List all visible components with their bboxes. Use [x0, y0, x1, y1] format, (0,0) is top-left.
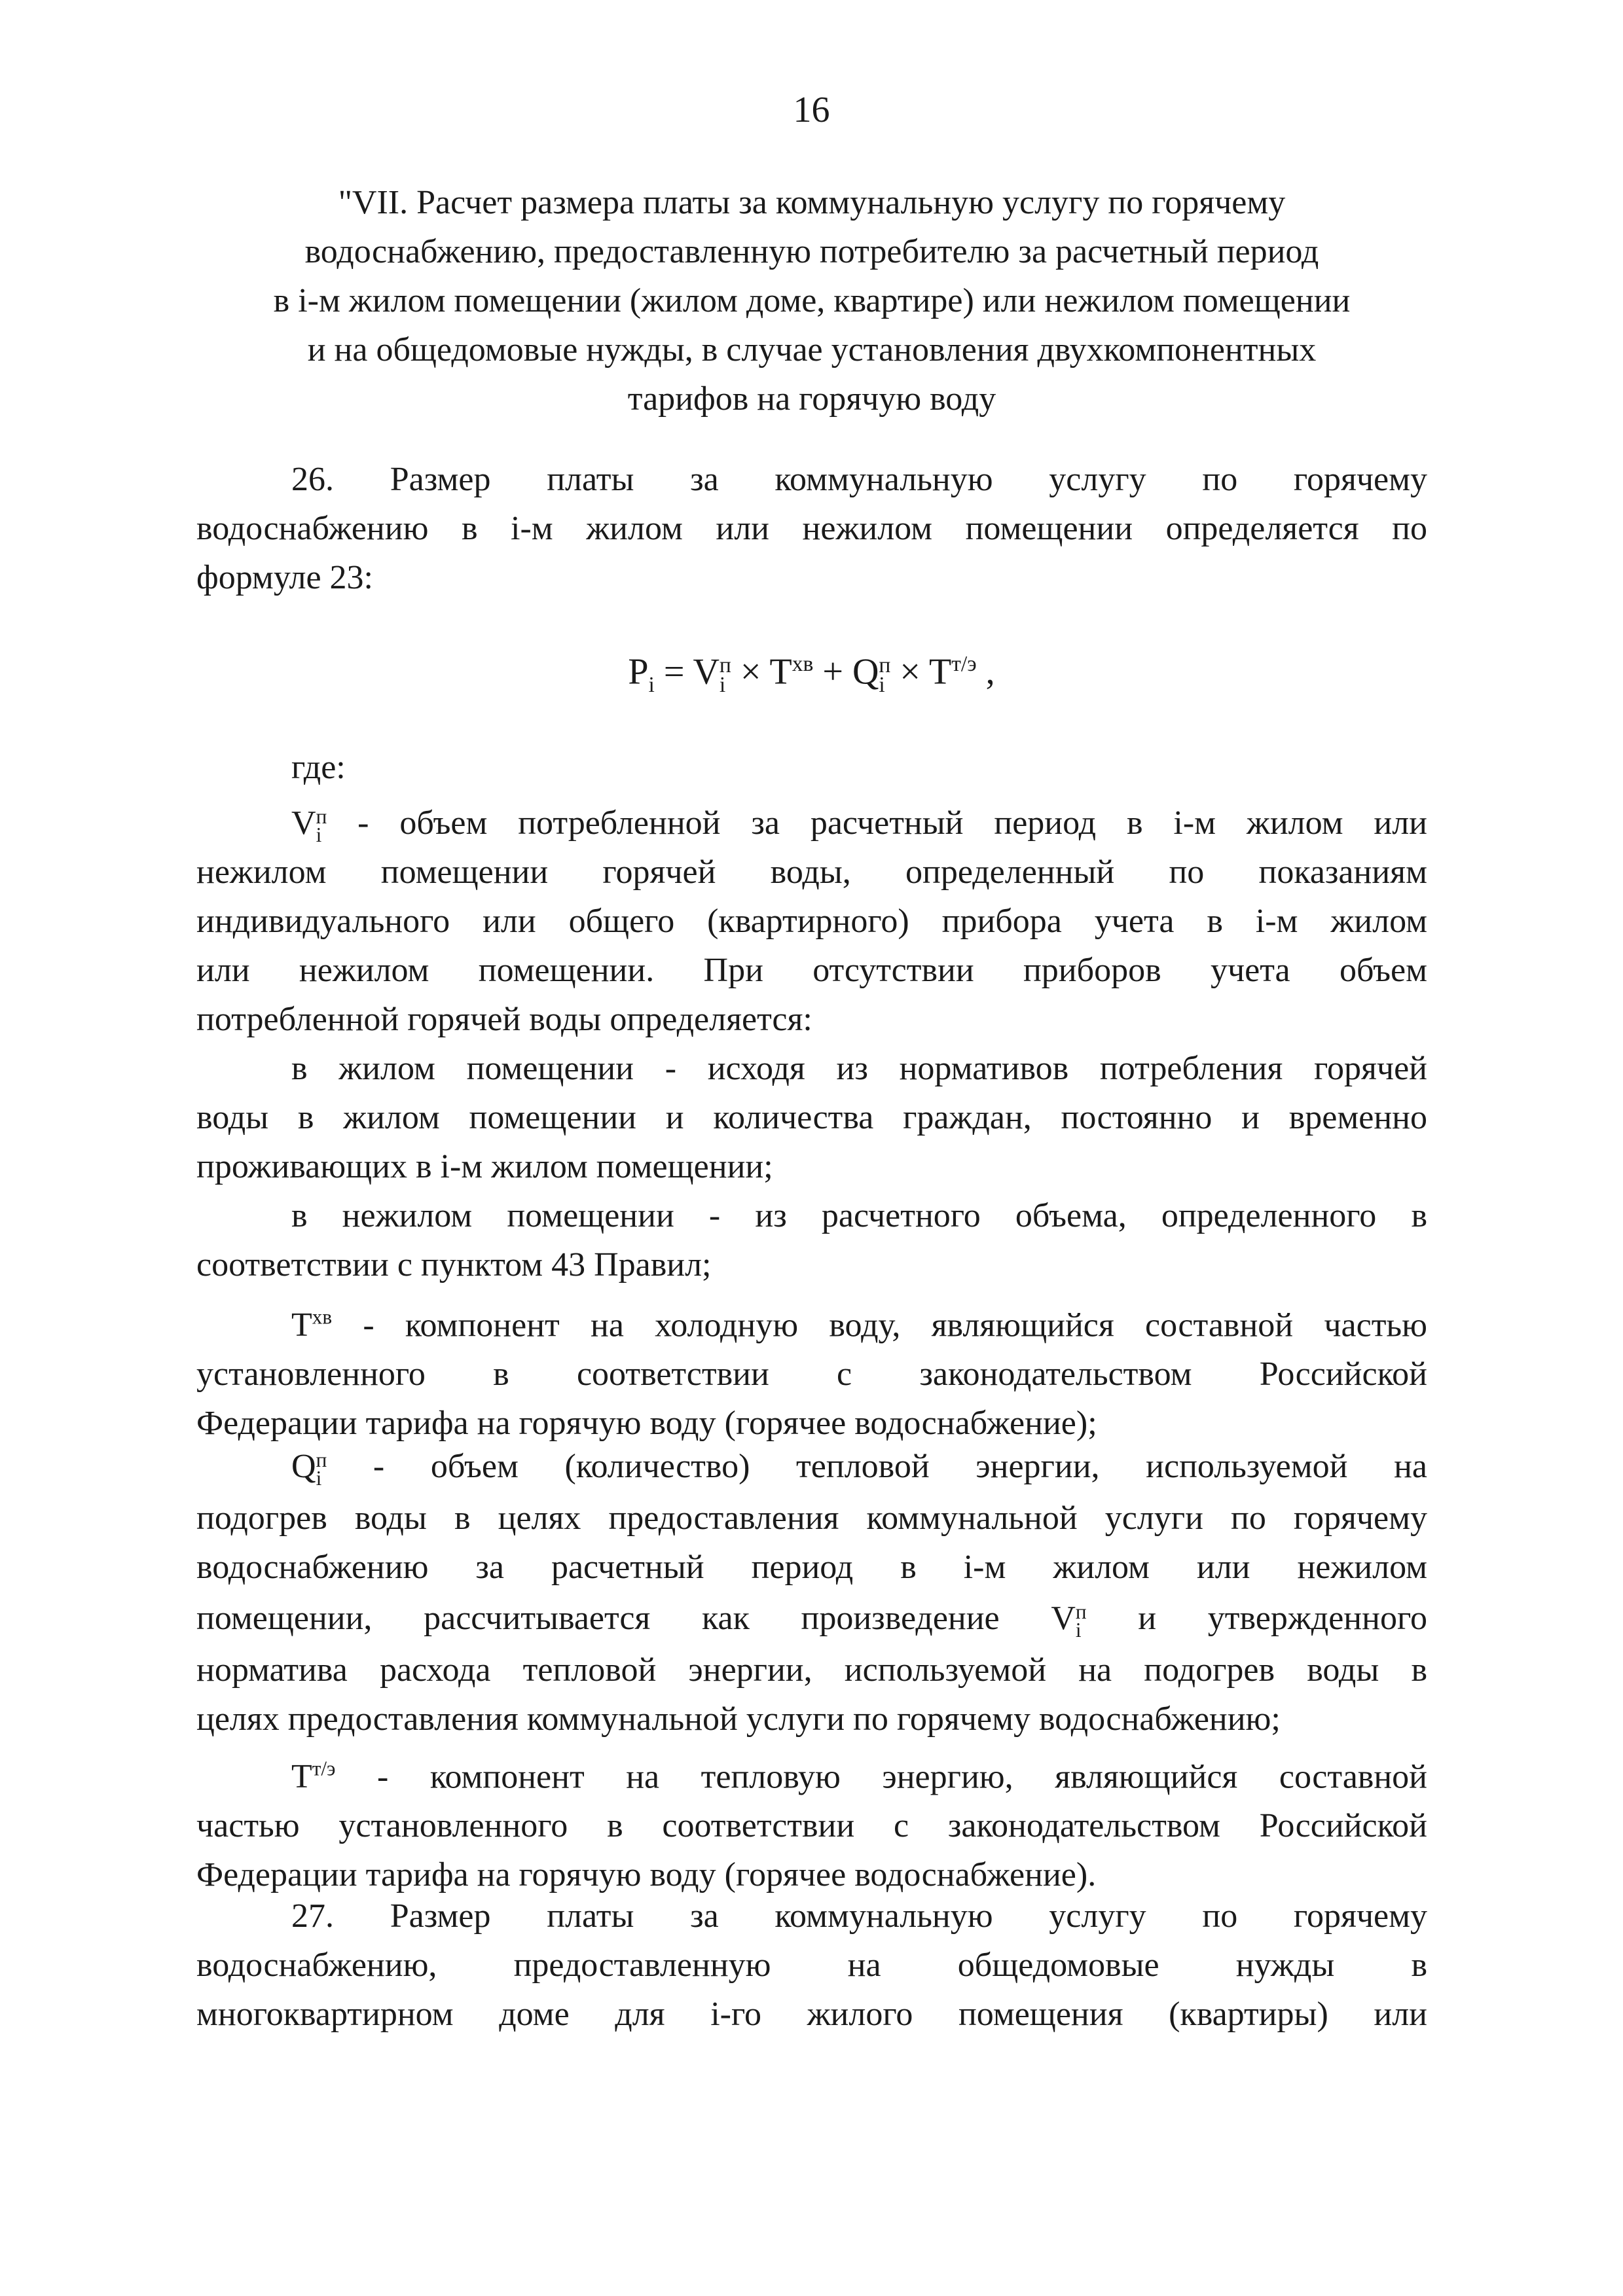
text-line: Федерации тарифа на горячую воду (горячее водоснабжение);	[196, 1405, 1097, 1443]
formula-symbol: P	[628, 651, 649, 692]
definition-nonresidential	[196, 1191, 1427, 1289]
formula-superscript: п	[879, 653, 891, 677]
definition-v	[196, 798, 1427, 1044]
formula-superscript: п	[719, 653, 731, 677]
where-label-block	[196, 743, 1427, 792]
formula-index	[879, 653, 891, 697]
text-line: формуле 23:	[196, 559, 374, 596]
variable-symbol: Q п i	[291, 1448, 327, 1490]
text-line: V п i - объем потребленной за расчетный период в i-м жилом или	[291, 804, 1427, 847]
text-line: индивидуального или общего (квартирного) прибора учета в i-м жилом	[196, 903, 1427, 940]
text-line: 27. Размер платы за коммунальную услугу по горячему	[291, 1897, 1427, 1935]
text-line: норматива расхода тепловой энергии, используемой на подогрев воды в	[196, 1651, 1427, 1689]
text-line: в жилом помещении - исходя из нормативов потребления горячей	[291, 1050, 1427, 1087]
heading-line: в i-м жилом помещении (жилом доме, квартире) или нежилом помещении	[273, 282, 1351, 319]
definition-q	[196, 1440, 1427, 1744]
heading-line: "VII. Расчет размера платы за коммунальную услугу по горячему	[338, 184, 1286, 221]
page-number: 16	[793, 90, 830, 130]
text-line: помещении, рассчитывается как произведение V п i и утвержденного	[196, 1600, 1427, 1642]
formula-subscript: i	[879, 672, 885, 697]
text-line: потребленной горячей воды определяется:	[196, 1001, 812, 1038]
formula-subscript: i	[648, 672, 655, 697]
text-line: нежилом помещении горячей воды, определенный по показаниям	[196, 853, 1427, 891]
text-line: проживающих в i-м жилом помещении;	[196, 1148, 773, 1185]
text-line: водоснабжению за расчетный период в i-м жилом или нежилом	[196, 1549, 1427, 1586]
paragraph-27	[196, 1892, 1427, 2039]
variable-symbol: $T^{т/э}$	[291, 1757, 336, 1796]
formula-symbol: Q	[852, 651, 879, 692]
text-line: установленного в соответствии с законодательством Российской	[196, 1355, 1427, 1393]
text-line: водоснабжению в i-м жилом или нежилом помещении определяется по	[196, 510, 1427, 547]
formula-subscript: i	[719, 672, 726, 697]
text-line: в нежилом помещении - из расчетного объема, определенного в	[291, 1197, 1427, 1234]
formula-23	[0, 638, 1623, 711]
text-line: частью установленного в соответствии с законодательством Российской	[196, 1807, 1427, 1845]
text-line: многоквартирном доме для i-го жилого помещения (квартиры) или	[196, 1996, 1427, 2033]
variable-symbol: V п i	[1051, 1600, 1087, 1642]
text-line: 26. Размер платы за коммунальную услугу по горячему	[291, 461, 1427, 498]
formula-operator: ×	[731, 651, 770, 692]
text-line: Q п i - объем (количество) тепловой энергии, используемой на	[291, 1448, 1427, 1490]
paragraph-26	[196, 455, 1427, 602]
formula-superscript: хв	[792, 652, 814, 676]
text-line: или нежилом помещении. При отсутствии приборов учета объем	[196, 952, 1427, 989]
formula-index	[719, 653, 731, 697]
text-line: $T^{хв}$ - компонент на холодную воду, являющийся составной частью	[291, 1306, 1427, 1344]
formula-operator: +	[813, 651, 852, 692]
where-label: где:	[291, 749, 346, 786]
text-line: водоснабжению, предоставленную на общедомовые нужды в	[196, 1946, 1427, 1984]
text-line: $T^{т/э}$ - компонент на тепловую энергию, являющийся составной	[291, 1757, 1427, 1796]
formula-operator: =	[654, 651, 693, 692]
formula-operator: ×	[890, 651, 929, 692]
definition-t-xv	[196, 1293, 1427, 1448]
text-line: Федерации тарифа на горячую воду (горячее водоснабжение).	[196, 1856, 1097, 1894]
definition-t-te	[196, 1744, 1427, 1899]
heading-line: и на общедомовые нужды, в случае установления двухкомпонентных	[307, 331, 1317, 368]
section-heading	[196, 178, 1427, 423]
text-line: соответствии с пунктом 43 Правил;	[196, 1246, 712, 1283]
formula-symbol: T	[769, 651, 792, 692]
formula-symbol: V	[693, 651, 720, 692]
variable-symbol: $T^{хв}$	[291, 1306, 333, 1344]
text-line: целях предоставления коммунальной услуги по горячему водоснабжению;	[196, 1700, 1281, 1738]
definition-residential	[196, 1044, 1427, 1191]
heading-line: тарифов на горячую воду	[627, 380, 996, 418]
formula-symbol: T	[928, 651, 952, 692]
formula-superscript: т/э	[951, 652, 977, 676]
formula-punctuation: ,	[976, 651, 995, 692]
text-line: воды в жилом помещении и количества граждан, постоянно и временно	[196, 1099, 1427, 1136]
heading-line: водоснабжению, предоставленную потребителю за расчетный период	[304, 233, 1319, 270]
variable-symbol: V п i	[291, 804, 327, 847]
text-line: подогрев воды в целях предоставления коммунальной услуги по горячему	[196, 1499, 1427, 1537]
